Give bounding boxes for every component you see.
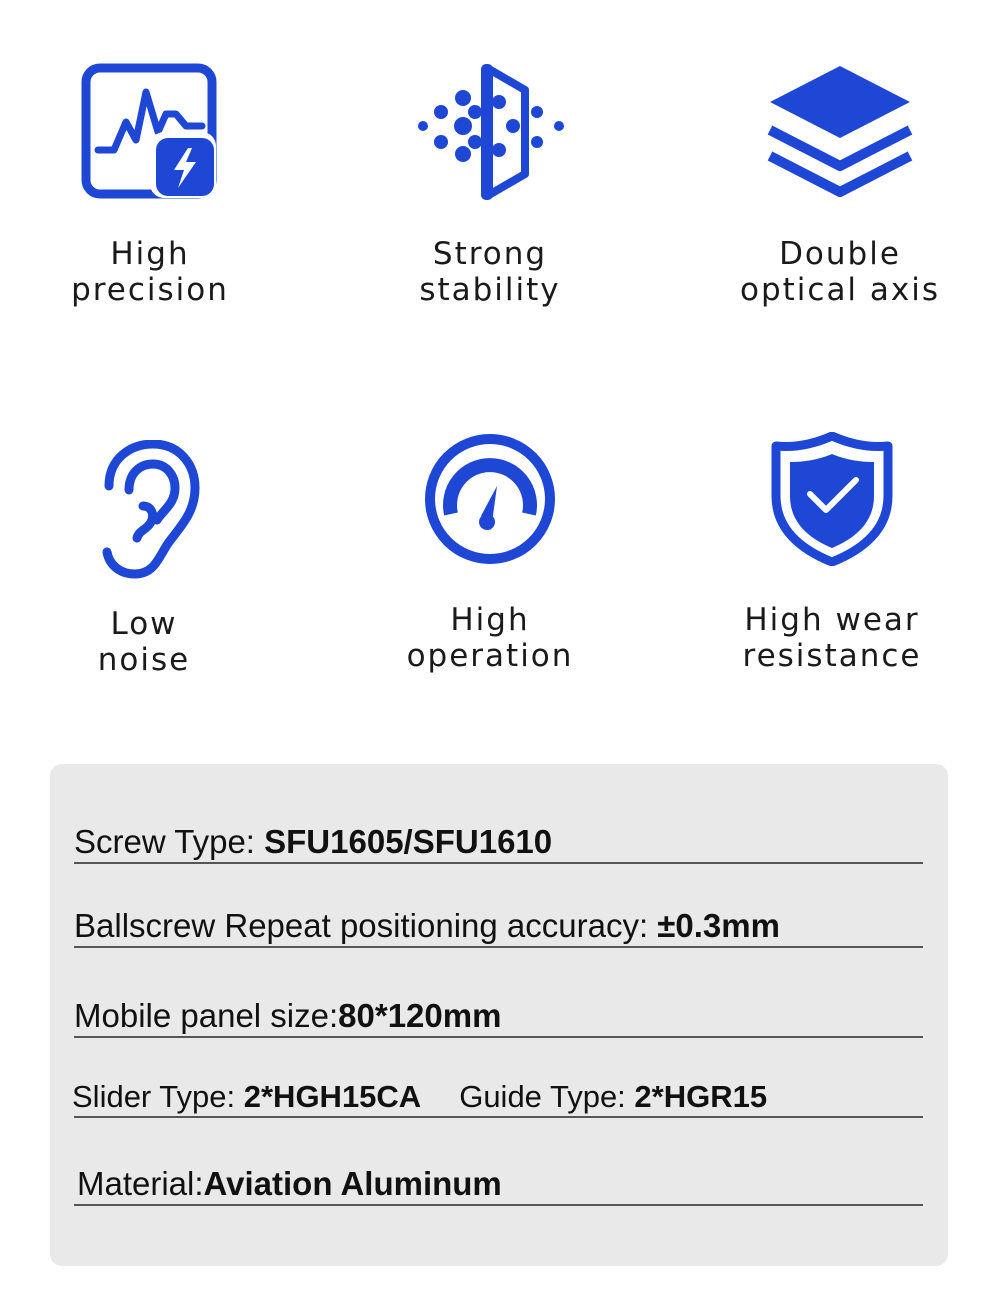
feature-label-line: resistance — [742, 638, 922, 674]
spec-value: 2*HGR15 — [634, 1079, 768, 1114]
spec-screw-type — [74, 816, 923, 864]
feature-label-line: precision — [71, 272, 229, 308]
spec-label: Guide Type: — [459, 1079, 635, 1114]
gauge-icon — [423, 432, 557, 566]
feature-label-line: optical axis — [739, 272, 941, 308]
feature-label-line: High — [450, 602, 530, 638]
feature-strong-stability — [340, 62, 640, 308]
feature-label-line: Strong — [432, 236, 548, 272]
spec-label: Screw Type: — [74, 823, 265, 860]
feature-label-line: Low — [110, 606, 178, 642]
spec-value: Aviation Aluminum — [203, 1165, 502, 1202]
specs-panel — [50, 764, 948, 1266]
feature-label-line: stability — [419, 272, 561, 308]
feature-high-precision — [0, 62, 300, 308]
waveform-lightning-icon — [80, 62, 220, 202]
spec-value: SFU1605/SFU1610 — [264, 823, 553, 860]
ear-icon — [95, 440, 205, 580]
spec-label: Ballscrew Repeat positioning accuracy: — [74, 907, 658, 944]
shield-check-icon — [770, 432, 894, 566]
spec-label: Slider Type: — [72, 1079, 244, 1114]
spec-slider-guide — [74, 1070, 923, 1118]
spec-label: Mobile panel size: — [74, 997, 339, 1034]
spec-value: ±0.3mm — [657, 907, 780, 944]
feature-low-noise — [0, 440, 300, 678]
feature-label-line: High wear — [744, 602, 920, 638]
particle-filter-icon — [415, 62, 565, 202]
feature-label-line: High — [110, 236, 190, 272]
feature-label-line: noise — [97, 642, 191, 678]
spec-label: Material: — [77, 1165, 204, 1202]
feature-double-optical-axis — [690, 62, 990, 308]
layers-icon — [765, 62, 915, 202]
feature-label-line: operation — [406, 638, 574, 674]
spec-material — [74, 1158, 923, 1206]
feature-high-wear-resistance — [682, 432, 982, 674]
spec-positioning-accuracy — [74, 900, 923, 948]
spec-value: 80*120mm — [338, 997, 502, 1034]
spec-panel-size — [74, 990, 923, 1038]
feature-high-operation — [340, 432, 640, 674]
feature-label-line: Double — [779, 236, 901, 272]
spec-value: 2*HGH15CA — [243, 1079, 422, 1114]
